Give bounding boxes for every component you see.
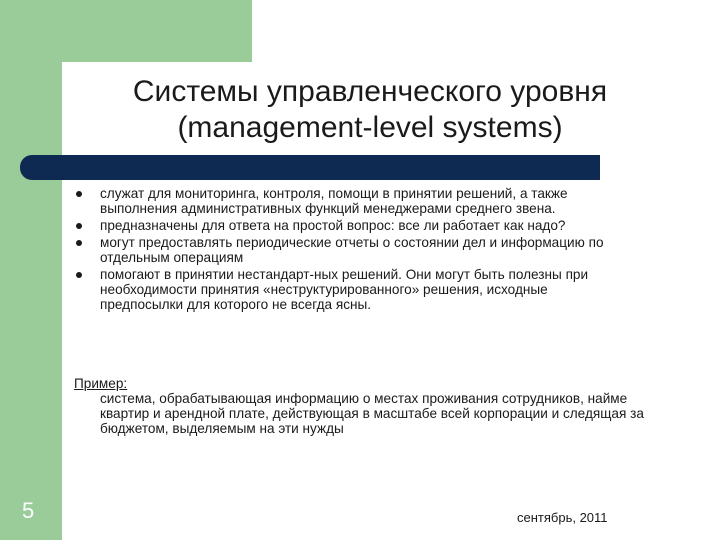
bullet-text: могут предоставлять периодические отчеты о состоянии дел и информацию по отдельным операциям: [100, 235, 604, 265]
bullet-text: служат для мониторинга, контроля, помощи в принятии решений, а также выполнения административных функций менеджерами среднего звена.: [100, 186, 568, 216]
bullet-dot-icon: [76, 191, 82, 197]
example-label: Пример:: [74, 376, 128, 391]
bullet-dot-icon: [76, 223, 82, 229]
bullet-item: [74, 267, 634, 312]
example-text: система, обрабатывающая информацию о местах проживания сотрудников, найме квартир и арендной плате, действующая в масштабе всей корпорации и следящая за бюджетом, выделяемым на эти нужды: [100, 391, 644, 436]
green-side-decoration: [0, 0, 62, 540]
example-block: [74, 376, 654, 436]
green-top-decoration: [0, 0, 252, 62]
bullet-item: [74, 235, 634, 265]
bullet-dot-icon: [76, 240, 82, 246]
footer-date: сентябрь, 2011: [517, 510, 608, 525]
bullet-item: [74, 186, 634, 216]
page-number: 5: [22, 498, 35, 523]
slide-title: [70, 74, 670, 146]
bullet-text: помогают в принятии нестандарт-ных решений. Они могут быть полезны при необходимости принятия «неструктурированного» решения, исходные предпосылки для которого не всегда ясны.: [100, 267, 589, 312]
bullet-list: [74, 186, 634, 314]
title-line-2: (management-level systems): [177, 111, 563, 144]
title-underline-bar: [20, 155, 600, 180]
bullet-dot-icon: [76, 272, 82, 278]
bullet-item: [74, 218, 634, 233]
title-line-1: Системы управленческого уровня: [132, 75, 608, 108]
bullet-text: предназначены для ответа на простой вопрос: все ли работает как надо?: [100, 218, 566, 233]
